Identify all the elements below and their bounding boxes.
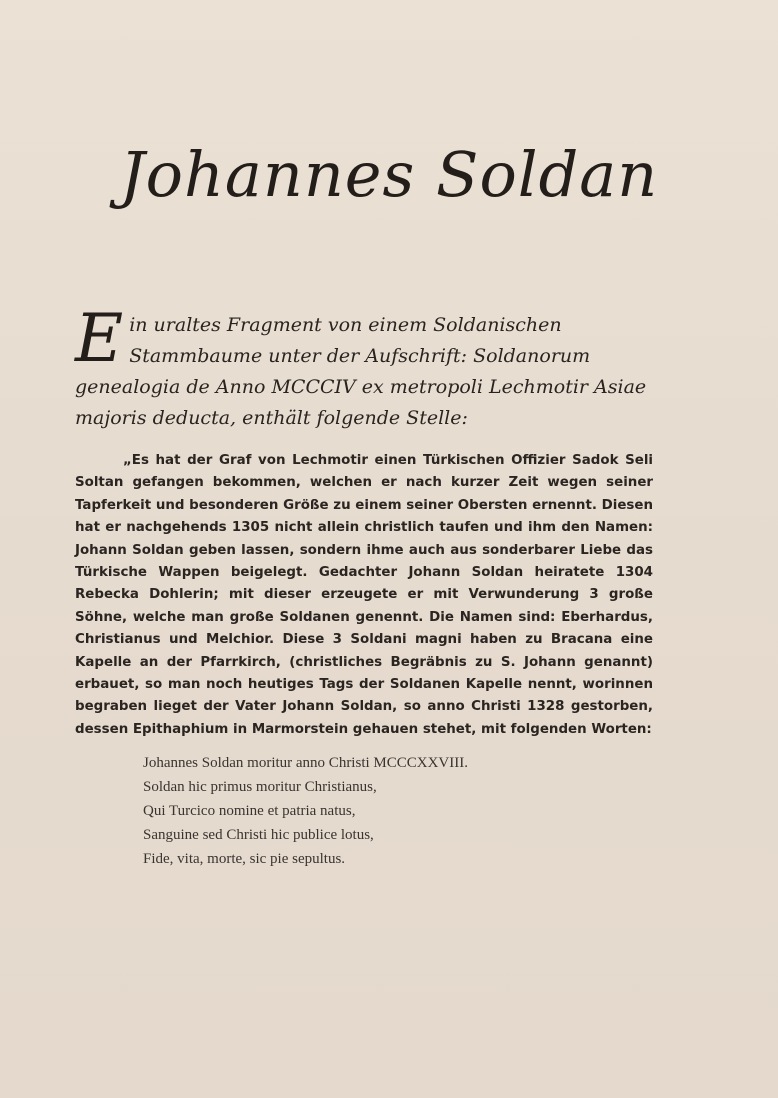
intro-text: in uraltes Fragment von einem Soldanischen Stammbaume unter der Aufschrift: Soldanorum genealogia de Anno MCCCIV ex metropoli Lechmotir Asiae majoris deducta, enthält folgende Stelle: [75, 314, 647, 429]
intro-paragraph [75, 300, 685, 434]
verse-line: Johannes Soldan moritur anno Christi MCCCXXVIII. [143, 755, 468, 771]
page-title: Johannes Soldan [119, 138, 659, 211]
verse-line: Qui Turcico nomine et patria natus, [143, 803, 356, 819]
verse-line: Fide, vita, morte, sic pie sepultus. [143, 851, 346, 867]
epitaph-verse [143, 751, 613, 871]
drop-cap: E [75, 300, 124, 377]
quoted-fragment: „Es hat der Graf von Lechmotir einen Türkischen Offizier Sadok Seli Soltan gefangen bekommen, welchen er nach kurzer Zeit wegen seiner Tapferkeit und besonderen Größe zu einem seiner Obersten ernennt. Diesen hat er nachgehends 1305 nicht allein christlich taufen und ihm den Namen: Johann Soldan geben lassen, sondern ihme auch aus sonderbarer Liebe das Türkische Wappen beigelegt. Gedachter Johann Soldan heiratete 1304 Rebecka Dohlerin; mit dieser erzeugete er mit Verwunderung 3 große Söhne, welche man große Soldanen genennt. Die Namen sind: Eberhardus, Christianus und Melchior. Diese 3 Soldani magni haben zu Bracana eine Kapelle an der Pfarrkirch, (christliches Begräbnis zu S. Johann genannt) erbauet, so man noch heutiges Tags der Soldanen Kapelle nennt, worinnen begraben lieget der Vater Johann Soldan, so anno Christi 1328 gestorben, dessen Epithaphium in Marmorstein gehauen stehet, mit folgenden Worten: [75, 453, 653, 737]
verse-line: Sanguine sed Christi hic publice lotus, [143, 827, 374, 843]
verse-line: Soldan hic primus moritur Christianus, [143, 779, 377, 795]
